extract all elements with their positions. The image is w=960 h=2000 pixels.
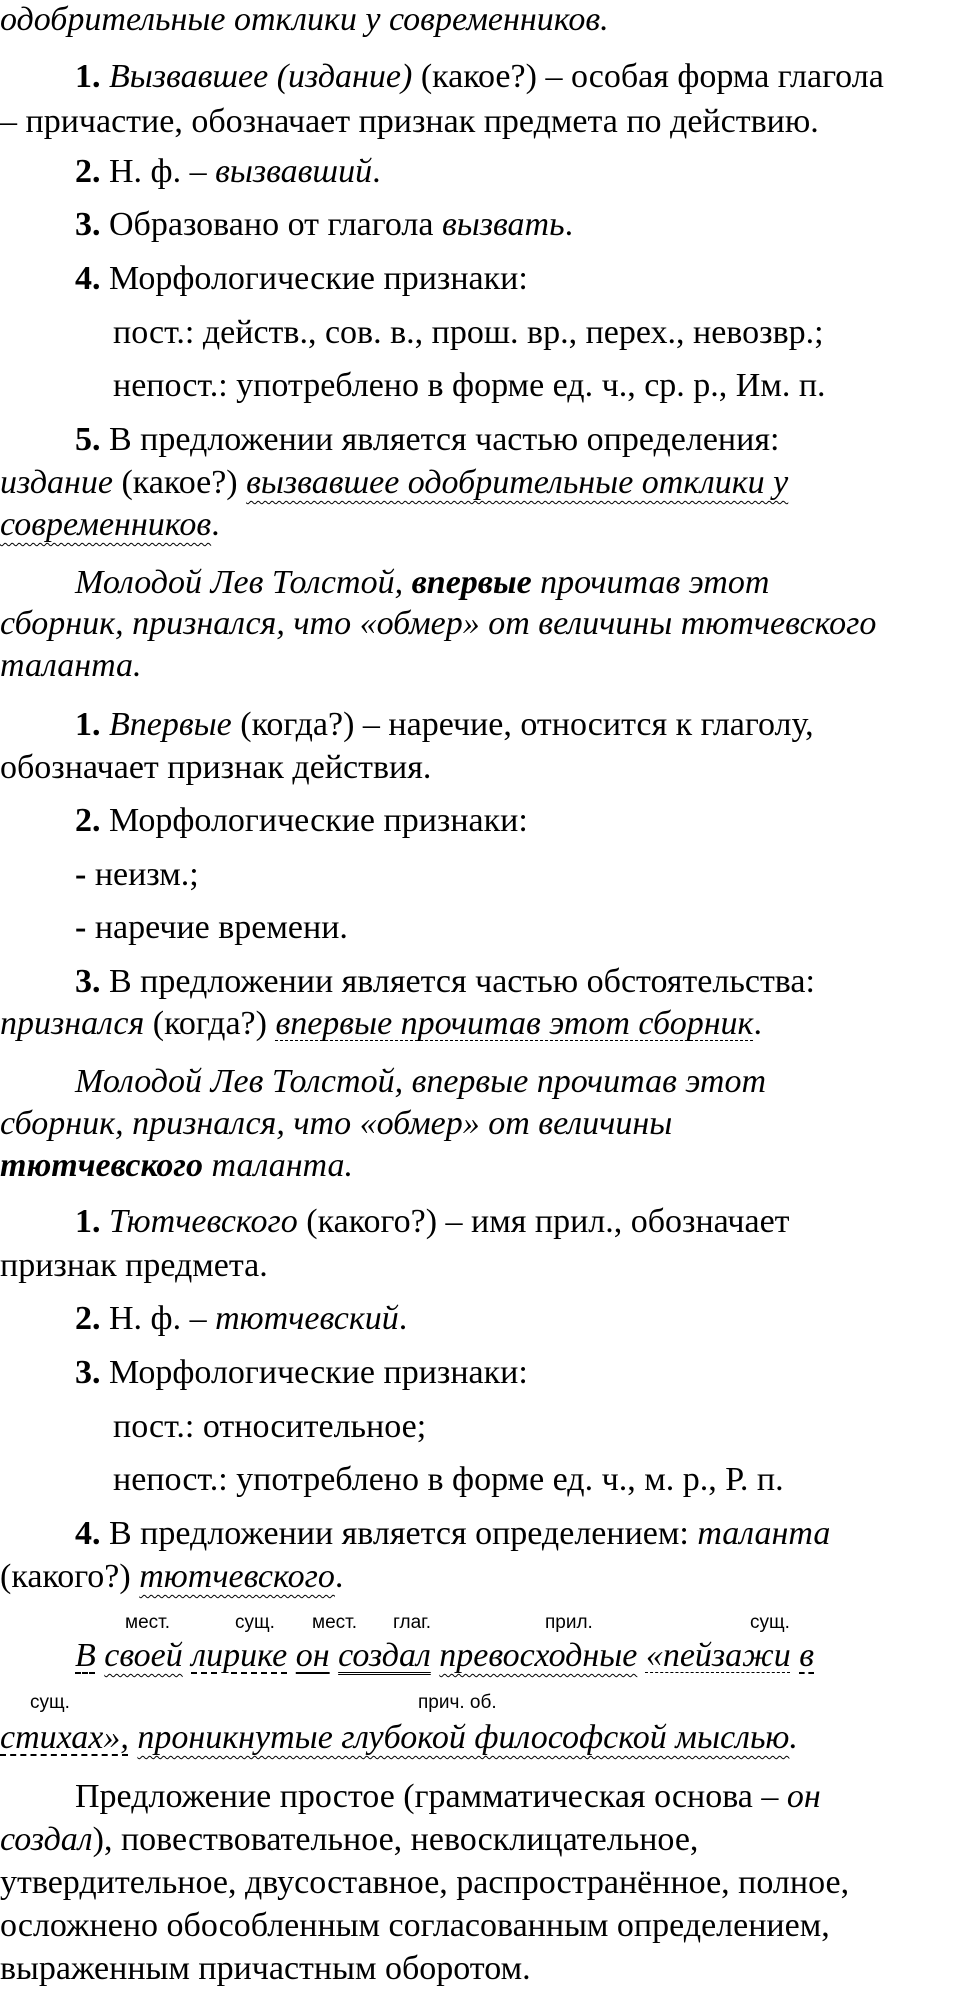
text-line: 1. Вызвавшее (издание) (какое?) – особая форма глагола — [75, 58, 884, 95]
text-line: признался (когда?) впервые прочитав этот сборник. — [0, 1005, 762, 1042]
pos-label: сущ. — [750, 1612, 790, 1633]
text-line: издание (какое?) вызвавшее одобрительные отклики у — [0, 464, 789, 501]
text-line: непост.: употреблено в форме ед. ч., м. р., Р. п. — [113, 1461, 784, 1498]
text-line: 4. В предложении является определением: таланта — [75, 1515, 831, 1552]
text-line: одобрительные отклики у современников. — [0, 1, 609, 38]
text-line: признак предмета. — [0, 1247, 268, 1284]
text-line: сборник, признался, что «обмер» от величины тютчевского — [0, 605, 877, 642]
text-line: 1. Впервые (когда?) – наречие, относится к глаголу, — [75, 706, 814, 743]
text-line: тютчевского таланта. — [0, 1147, 354, 1184]
pos-label: прич. об. — [418, 1692, 497, 1713]
text-line: 2. Морфологические признаки: — [75, 802, 528, 839]
text-line: создал), повествовательное, невосклицательное, — [0, 1821, 699, 1858]
text-line: 3. Морфологические признаки: — [75, 1354, 528, 1391]
pos-label: глаг. — [393, 1612, 432, 1633]
pos-label: мест. — [125, 1612, 171, 1633]
text-line: Молодой Лев Толстой, впервые прочитав этот — [75, 1063, 767, 1100]
text-line: - наречие времени. — [75, 909, 348, 946]
text-line: осложнено обособленным согласованным определением, — [0, 1907, 830, 1944]
text-line: Молодой Лев Толстой, впервые прочитав этот — [75, 564, 770, 601]
pos-label: прил. — [545, 1612, 593, 1633]
text-line: 2. Н. ф. – вызвавший. — [75, 153, 381, 190]
text-line: 5. В предложении является частью определения: — [75, 421, 780, 458]
text-line: - неизм.; — [75, 856, 199, 893]
pos-label: сущ. — [30, 1692, 70, 1713]
text-line: обозначает признак действия. — [0, 749, 432, 786]
text-line: 3. В предложении является частью обстоятельства: — [75, 963, 815, 1000]
pos-label: мест. — [312, 1612, 358, 1633]
text-line: Предложение простое (грамматическая основа – он — [75, 1778, 821, 1815]
text-line: 4. Морфологические признаки: — [75, 260, 528, 297]
text-line: (какого?) тютчевского. — [0, 1558, 344, 1595]
text-line: 1. Тютчевского (какого?) – имя прил., обозначает — [75, 1203, 790, 1240]
text-line: утвердительное, двусоставное, распространённое, полное, — [0, 1864, 850, 1901]
text-line: таланта. — [0, 647, 142, 684]
text-line: 2. Н. ф. – тютчевский. — [75, 1300, 408, 1337]
text-line: – причастие, обозначает признак предмета по действию. — [0, 103, 819, 140]
text-line: пост.: относительное; — [113, 1408, 427, 1445]
text-line: сборник, признался, что «обмер» от величины — [0, 1105, 673, 1142]
text-line: непост.: употреблено в форме ед. ч., ср. р., Им. п. — [113, 367, 826, 404]
parsed-sentence-line: стихах», проникнутые глубокой философской мыслью. — [0, 1719, 798, 1756]
text-line: 3. Образовано от глагола вызвать. — [75, 206, 574, 243]
text-line: выраженным причастным оборотом. — [0, 1950, 531, 1987]
parsed-sentence-line: В своей лирике он создал превосходные «пейзажи в — [75, 1637, 815, 1674]
text-line: современников. — [0, 506, 220, 543]
text-line: пост.: действ., сов. в., прош. вр., перех., невозвр.; — [113, 314, 824, 351]
pos-label: сущ. — [235, 1612, 275, 1633]
